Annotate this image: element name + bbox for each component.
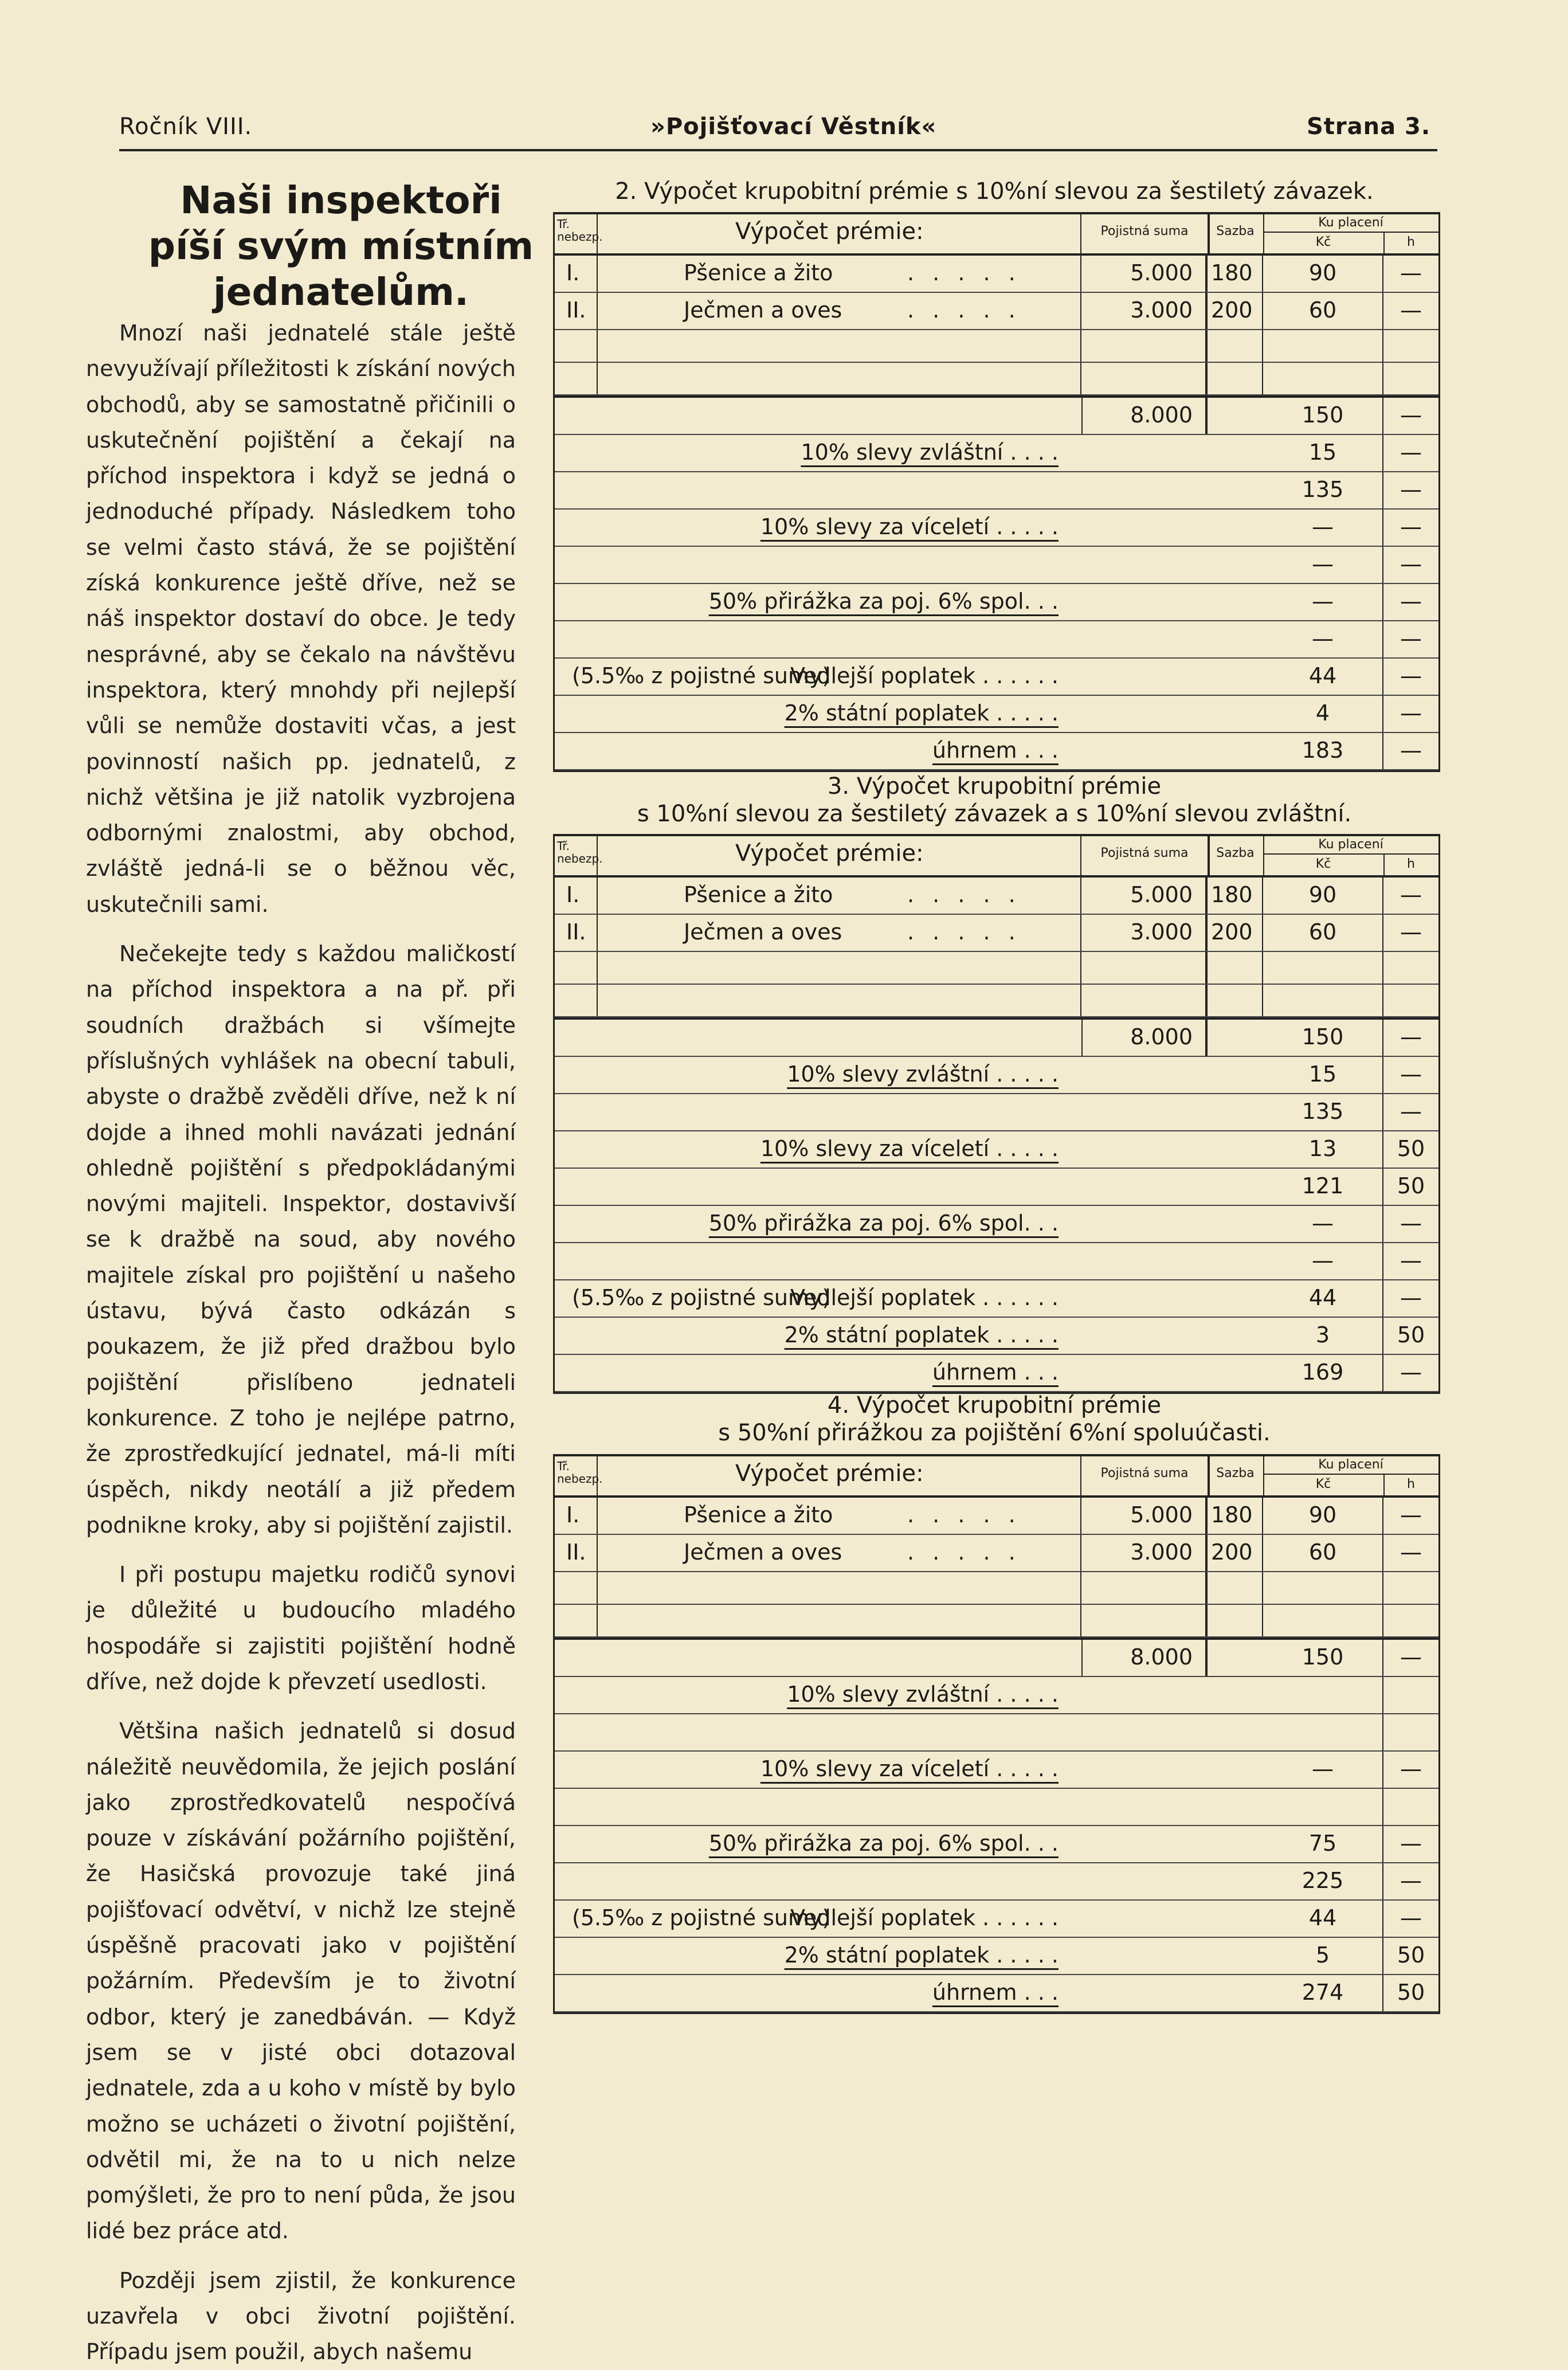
calc-text <box>555 621 1081 657</box>
calc-note: (5.5‰ z pojistné sumy) <box>572 1285 831 1310</box>
calc-row <box>555 584 1438 621</box>
col-class-header: Tř. nebezp. <box>555 1456 598 1495</box>
calc-text <box>555 1355 1081 1391</box>
risk-class: I. <box>555 256 598 292</box>
calc-row <box>555 395 1438 435</box>
amount-crowns: — <box>1263 510 1383 546</box>
empty-cell <box>598 985 1081 1016</box>
table-title-line: 4. Výpočet krupobitní prémie <box>827 1392 1162 1419</box>
calc-label: 50% přirážka za poj. 6% spol. . . <box>708 1211 1059 1236</box>
calc-row <box>555 1975 1438 2012</box>
leader-dots: . . . . . <box>907 919 1021 945</box>
empty-cell <box>1081 1605 1208 1636</box>
empty-cell <box>1263 1605 1383 1636</box>
calc-text <box>555 1789 1081 1825</box>
premium-table <box>553 834 1440 1394</box>
amount-hellers <box>1383 1789 1438 1825</box>
amount-hellers: — <box>1400 882 1422 907</box>
amount-hellers: — <box>1400 1868 1422 1893</box>
amount-hellers: — <box>1400 477 1422 502</box>
amount-crowns: 15 <box>1263 435 1383 471</box>
amount-hellers: — <box>1400 402 1422 428</box>
empty-cell <box>598 330 1081 362</box>
calc-text <box>555 1020 1081 1056</box>
amount-crowns: 15 <box>1263 1057 1383 1093</box>
col-rate-header: Sazba <box>1208 1456 1264 1495</box>
amount-crowns: 60 <box>1263 293 1383 329</box>
calc-label: Vedlejší poplatek . . . . . . <box>790 663 1059 688</box>
table-header <box>555 214 1438 256</box>
calc-label: 10% slevy zvláštní . . . . . <box>787 1061 1059 1087</box>
calc-row <box>555 1017 1438 1057</box>
amount-hellers: 50 <box>1397 1980 1425 2005</box>
calc-text <box>555 398 1081 434</box>
table-title-line: 2. Výpočet krupobitní prémie s 10%ní slevou za šestiletý závazek. <box>615 178 1374 205</box>
calc-label: 2% státní poplatek . . . . . <box>784 1322 1059 1347</box>
rate: 180 <box>1208 256 1263 292</box>
empty-cell <box>1208 952 1263 984</box>
calc-text <box>555 1714 1081 1750</box>
crop-name: Ječmen a oves <box>684 297 842 323</box>
calc-text <box>555 1057 1081 1093</box>
amount-crowns: 75 <box>1263 1826 1383 1862</box>
calc-label: 2% státní poplatek . . . . . <box>784 1942 1059 1968</box>
col-calc-header: Výpočet prémie: <box>598 214 1081 253</box>
calc-row <box>555 472 1438 510</box>
calc-text <box>555 1752 1081 1788</box>
empty-cell <box>1383 330 1438 362</box>
empty-cell <box>598 952 1081 984</box>
rate: 200 <box>1208 293 1263 329</box>
calc-text <box>555 1318 1081 1354</box>
amount-hellers: — <box>1400 700 1422 726</box>
calc-row <box>555 733 1438 770</box>
amount-crowns: 4 <box>1263 696 1383 732</box>
empty-cell <box>598 1572 1081 1604</box>
calc-text <box>555 1243 1081 1279</box>
col-rate-header: Sazba <box>1208 214 1264 253</box>
amount-crowns <box>1263 1714 1383 1750</box>
calc-text <box>555 1901 1081 1937</box>
calc-row <box>555 1318 1438 1355</box>
calc-row <box>555 1057 1438 1094</box>
amount-hellers: — <box>1400 1360 1422 1385</box>
calc-row <box>555 1131 1438 1169</box>
calc-text <box>555 1863 1081 1899</box>
amount-crowns: 90 <box>1263 878 1383 914</box>
table-title <box>539 1392 1450 1447</box>
amount-hellers: — <box>1400 1502 1422 1527</box>
crop-row <box>555 915 1438 952</box>
calc-row <box>555 1863 1438 1901</box>
empty-cell <box>555 1572 598 1604</box>
empty-cell <box>1081 985 1208 1016</box>
amount-hellers: — <box>1400 1644 1422 1670</box>
article-paragraph: I při postupu majetku rodičů synovi je důležité u budoucího mladého hospodáře si zajistiti pojištění hodně dříve, než dojde k převzetí usedlosti. <box>86 1562 516 1694</box>
calc-note: (5.5‰ z pojistné sumy) <box>572 1905 831 1930</box>
amount-crowns: — <box>1263 1243 1383 1279</box>
calc-row <box>555 1280 1438 1318</box>
amount-crowns: 150 <box>1263 398 1383 434</box>
blank-row <box>555 985 1438 1017</box>
rate: 200 <box>1208 915 1263 951</box>
calc-row <box>555 1638 1438 1677</box>
table-title-line: s 10%ní slevou za šestiletý závazek a s 10%ní slevou zvláštní. <box>637 801 1352 827</box>
empty-cell <box>555 952 598 984</box>
calc-label: Vedlejší poplatek . . . . . . <box>790 1285 1059 1310</box>
calc-label: 10% slevy za víceletí . . . . . <box>760 514 1059 539</box>
calc-row <box>555 1752 1438 1789</box>
calc-row <box>555 1714 1438 1752</box>
blank-row <box>555 363 1438 395</box>
insured-sum: 3.000 <box>1081 293 1208 329</box>
risk-class: I. <box>555 878 598 914</box>
amount-hellers: — <box>1400 589 1422 614</box>
blank-row <box>555 1605 1438 1638</box>
crop-cell <box>598 256 1081 292</box>
calc-note: (5.5‰ z pojistné sumy) <box>572 663 831 688</box>
calc-row <box>555 659 1438 696</box>
amount-hellers: — <box>1400 919 1422 945</box>
amount-crowns: 150 <box>1263 1020 1383 1056</box>
amount-hellers: — <box>1400 1061 1422 1087</box>
crop-cell <box>598 293 1081 329</box>
amount-crowns: 121 <box>1263 1169 1383 1205</box>
calc-row <box>555 1826 1438 1863</box>
risk-class: I. <box>555 1498 598 1534</box>
amount-hellers: 50 <box>1397 1942 1425 1968</box>
amount-hellers: — <box>1400 1211 1422 1236</box>
calc-label: úhrnem . . . <box>932 738 1059 763</box>
calc-label: 50% přirážka za poj. 6% spol. . . <box>708 589 1059 614</box>
premium-table <box>553 1454 1440 2014</box>
calc-text <box>555 584 1081 620</box>
amount-crowns: — <box>1263 547 1383 583</box>
calc-text <box>555 510 1081 546</box>
empty-cell <box>1383 952 1438 984</box>
empty-cell <box>1383 363 1438 394</box>
amount-hellers: — <box>1400 1024 1422 1049</box>
calc-label: Vedlejší poplatek . . . . . . <box>790 1905 1059 1930</box>
calc-text <box>555 472 1081 508</box>
crop-row <box>555 1535 1438 1572</box>
empty-cell <box>1081 1572 1208 1604</box>
calc-text <box>555 1677 1081 1713</box>
amount-hellers: — <box>1400 663 1422 688</box>
article-paragraph: Většina našich jednatelů si dosud náležitě neuvědomila, že jejich poslání jako zprostředkovatelů nespočívá pouze v získávání požárního pojištění, že Hasičská provozuje také jiná pojišťovací odvětví, v nichž lze stejně úspěšně pracovati jako v pojištění požárním. Především je to životní odbor, který je zanedbáván. — Když jsem se v jisté obci dotazoval jednatele, zda a u koho v místě by bylo možno se ucházeti o životní pojištění, odvětil mi, že na to u nich nelze pomýšleti, že pro to není půda, že jsou lidé bez práce atd. <box>86 1718 516 2244</box>
calc-label: úhrnem . . . <box>932 1360 1059 1385</box>
table-title <box>539 773 1450 828</box>
calc-text <box>555 1131 1081 1168</box>
payable-label: Ku placení <box>1263 836 1438 855</box>
empty-cell <box>1263 985 1383 1016</box>
crop-cell <box>598 1535 1081 1571</box>
calc-row <box>555 1169 1438 1206</box>
risk-class: II. <box>555 293 598 329</box>
payable-label: Ku placení <box>1263 214 1438 233</box>
publication-title: »Pojišťovací Věstník« <box>650 113 937 140</box>
calc-row <box>555 1938 1438 1975</box>
article-paragraph: Později jsem zjistil, že konkurence uzavřela v obci životní pojištění. Případu jsem použil, abych našemu <box>86 2267 516 2365</box>
calc-text <box>555 1280 1081 1317</box>
amount-crowns: 60 <box>1263 1535 1383 1571</box>
total-sum: 8.000 <box>1081 398 1208 434</box>
header-rule <box>119 149 1437 151</box>
crop-row <box>555 256 1438 293</box>
table-title-line: 3. Výpočet krupobitní prémie <box>827 773 1162 800</box>
crop-cell <box>598 915 1081 951</box>
crowns-label: Kč <box>1263 233 1385 253</box>
empty-cell <box>1263 330 1383 362</box>
amount-crowns: 135 <box>1263 472 1383 508</box>
calc-row <box>555 1206 1438 1243</box>
crop-name: Pšenice a žito <box>684 1502 833 1527</box>
calc-row <box>555 1789 1438 1826</box>
calc-text <box>555 435 1081 471</box>
amount-hellers: — <box>1400 1285 1422 1310</box>
empty-cell <box>1263 952 1383 984</box>
calc-label: úhrnem . . . <box>932 1980 1059 2005</box>
calc-text <box>555 1206 1081 1242</box>
amount-crowns: 60 <box>1263 915 1383 951</box>
amount-crowns: 5 <box>1263 1938 1383 1974</box>
col-sum-header: Pojistná suma <box>1081 1456 1210 1495</box>
crowns-label: Kč <box>1263 855 1385 875</box>
amount-crowns: 135 <box>1263 1094 1383 1130</box>
article-paragraph: Nečekejte tedy s každou maličkostí na příchod inspektora a na př. při soudních dražbách si všímejte příslušných vyhlášek na obecní tabuli, abyste o dražbě zvěděli dříve, než k ní dojde a ihned mohli navázati jednání ohledně pojištění s předpokládanými novými majiteli. Inspektor, dostavivší se k dražbě na soud, aby nového majitele získal pro pojištění u našeho ústavu, bývá často odkázán s poukazem, že již před dražbou bylo pojištění přislíbeno jednateli konkurence. Z toho je nejlépe patrno, že zprostředkující jednatel, má-li míti úspěch, nikdy neotálí a již předem podnikne kroky, aby si pojištění zajistil. <box>86 941 516 1538</box>
amount-hellers: — <box>1400 1831 1422 1856</box>
amount-hellers: — <box>1400 260 1422 285</box>
blank-row <box>555 330 1438 363</box>
amount-hellers: — <box>1400 297 1422 323</box>
empty-cell <box>1383 1605 1438 1636</box>
amount-crowns: — <box>1263 1752 1383 1788</box>
leader-dots: . . . . . <box>907 1502 1021 1527</box>
col-calc-header: Výpočet prémie: <box>598 1456 1081 1495</box>
calc-label: 10% slevy zvláštní . . . . . <box>787 1682 1059 1707</box>
amount-hellers: 50 <box>1397 1136 1425 1161</box>
amount-hellers: — <box>1400 1539 1422 1565</box>
amount-hellers <box>1383 1714 1438 1750</box>
calc-label: 50% přirážka za poj. 6% spol. . . <box>708 1831 1059 1856</box>
empty-cell <box>1208 1605 1263 1636</box>
crop-row <box>555 293 1438 330</box>
crop-name: Pšenice a žito <box>684 260 833 285</box>
col-calc-header: Výpočet prémie: <box>598 836 1081 875</box>
calc-text <box>555 1938 1081 1974</box>
col-payable-header <box>1263 214 1438 253</box>
table-header <box>555 836 1438 878</box>
article-title-line: jednatelům. <box>213 270 469 314</box>
crop-name: Pšenice a žito <box>684 882 833 907</box>
crop-name: Ječmen a oves <box>684 1539 842 1565</box>
rate: 180 <box>1208 1498 1263 1534</box>
insured-sum: 5.000 <box>1081 1498 1208 1534</box>
crop-row <box>555 1498 1438 1535</box>
calc-row <box>555 1094 1438 1131</box>
amount-crowns: 3 <box>1263 1318 1383 1354</box>
empty-cell <box>555 985 598 1016</box>
amount-crowns: 183 <box>1263 733 1383 769</box>
amount-hellers: 50 <box>1397 1322 1425 1347</box>
calc-row <box>555 696 1438 733</box>
calc-row <box>555 621 1438 659</box>
col-sum-header: Pojistná suma <box>1081 836 1210 875</box>
amount-crowns: — <box>1263 1206 1383 1242</box>
amount-hellers: — <box>1400 514 1422 539</box>
amount-crowns: 225 <box>1263 1863 1383 1899</box>
calc-label: 10% slevy zvláštní . . . . <box>801 440 1059 465</box>
crop-cell <box>598 878 1081 914</box>
calc-text <box>555 1169 1081 1205</box>
col-payable-header <box>1263 1456 1438 1495</box>
crop-row <box>555 878 1438 915</box>
col-class-header: Tř. nebezp. <box>555 836 598 875</box>
leader-dots: . . . . . <box>907 882 1021 907</box>
empty-cell <box>1263 1572 1383 1604</box>
amount-crowns <box>1263 1789 1383 1825</box>
col-class-header: Tř. nebezp. <box>555 214 598 253</box>
amount-crowns: 90 <box>1263 256 1383 292</box>
crop-cell <box>598 1498 1081 1534</box>
article-body <box>86 315 516 2370</box>
volume-label: Ročník VIII. <box>119 113 253 140</box>
empty-cell <box>1208 1572 1263 1604</box>
empty-cell <box>598 1605 1081 1636</box>
calc-row <box>555 1677 1438 1714</box>
empty-cell <box>1208 985 1263 1016</box>
calc-label: 10% slevy za víceletí . . . . . <box>760 1756 1059 1781</box>
empty-cell <box>555 330 598 362</box>
col-payable-header <box>1263 836 1438 875</box>
blank-row <box>555 952 1438 985</box>
calc-row <box>555 547 1438 584</box>
hellers-label: h <box>1407 1477 1415 1491</box>
empty-cell <box>598 363 1081 394</box>
insured-sum: 5.000 <box>1081 256 1208 292</box>
calc-label: 2% státní poplatek . . . . . <box>784 700 1059 726</box>
hellers-label: h <box>1407 235 1415 249</box>
table-header <box>555 1456 1438 1498</box>
empty-cell <box>1208 330 1263 362</box>
article-title <box>138 178 544 315</box>
amount-hellers: — <box>1400 1248 1422 1273</box>
amount-crowns: 44 <box>1263 1280 1383 1317</box>
amount-crowns: 44 <box>1263 1901 1383 1937</box>
table-title-line: s 50%ní přirážkou za pojištění 6%ní spoluúčasti. <box>718 1420 1271 1446</box>
leader-dots: . . . . . <box>907 1539 1021 1565</box>
amount-crowns: 150 <box>1263 1640 1383 1676</box>
rate: 200 <box>1208 1535 1263 1571</box>
hellers-label: h <box>1407 857 1415 871</box>
amount-crowns: 13 <box>1263 1131 1383 1168</box>
leader-dots: . . . . . <box>907 297 1021 323</box>
amount-hellers: — <box>1400 1756 1422 1781</box>
amount-crowns: 90 <box>1263 1498 1383 1534</box>
col-sum-header: Pojistná suma <box>1081 214 1210 253</box>
premium-table <box>553 212 1440 772</box>
crowns-label: Kč <box>1263 1475 1385 1495</box>
empty-cell <box>1263 363 1383 394</box>
amount-hellers <box>1383 1677 1438 1713</box>
calc-label: 10% slevy za víceletí . . . . . <box>760 1136 1059 1161</box>
empty-cell <box>1383 1572 1438 1604</box>
amount-hellers: 50 <box>1397 1173 1425 1198</box>
amount-hellers: — <box>1400 1905 1422 1930</box>
calc-row <box>555 435 1438 472</box>
empty-cell <box>555 1605 598 1636</box>
calc-text <box>555 1094 1081 1130</box>
amount-crowns: — <box>1263 621 1383 657</box>
calc-row <box>555 1901 1438 1938</box>
amount-hellers: — <box>1400 440 1422 465</box>
empty-cell <box>1081 330 1208 362</box>
calc-text <box>555 547 1081 583</box>
amount-hellers: — <box>1400 551 1422 577</box>
total-sum: 8.000 <box>1081 1020 1208 1056</box>
blank-row <box>555 1572 1438 1605</box>
amount-hellers: — <box>1400 626 1422 651</box>
risk-class: II. <box>555 1535 598 1571</box>
total-sum: 8.000 <box>1081 1640 1208 1676</box>
amount-crowns: 169 <box>1263 1355 1383 1391</box>
article-title-line: píší svým místním <box>148 224 534 268</box>
article-title-line: Naši inspektoři <box>180 178 502 222</box>
table-title <box>539 178 1450 205</box>
insured-sum: 3.000 <box>1081 915 1208 951</box>
amount-crowns: — <box>1263 584 1383 620</box>
calc-row <box>555 1355 1438 1392</box>
calc-text <box>555 659 1081 695</box>
col-rate-header: Sazba <box>1208 836 1264 875</box>
rate: 180 <box>1208 878 1263 914</box>
amount-hellers: — <box>1400 738 1422 763</box>
page-number: Strana 3. <box>1307 113 1431 140</box>
amount-crowns <box>1263 1677 1383 1713</box>
insured-sum: 3.000 <box>1081 1535 1208 1571</box>
payable-label: Ku placení <box>1263 1456 1438 1475</box>
calc-text <box>555 1640 1081 1676</box>
calc-text <box>555 1826 1081 1862</box>
risk-class: II. <box>555 915 598 951</box>
calc-text <box>555 733 1081 769</box>
crop-name: Ječmen a oves <box>684 919 842 945</box>
calc-text <box>555 696 1081 732</box>
amount-crowns: 274 <box>1263 1975 1383 2011</box>
amount-hellers: — <box>1400 1099 1422 1124</box>
calc-row <box>555 1243 1438 1280</box>
calc-text <box>555 1975 1081 2011</box>
insured-sum: 5.000 <box>1081 878 1208 914</box>
empty-cell <box>1081 363 1208 394</box>
empty-cell <box>1383 985 1438 1016</box>
article-paragraph: Mnozí naši jednatelé stále ještě nevyužívají příležitosti k získání nových obchodů, aby se samostatně přičinili o uskutečnění pojištění a čekají na příchod inspektora i když se jedná o jednoduché případy. Následkem toho se velmi často stává, že se pojištění získá konkurence ještě dříve, než se náš inspektor dostaví do obce. Je tedy nesprávné, aby se čekalo na návštěvu inspektora, který mnohdy při nejlepší vůli se nemůže dostaviti včas, a jest povinností našich pp. jednatelů, z nichž většina je již natolik vyzbrojena odbornými znalostmi, aby obchod, zvláště jedná-li se o běžnou věc, uskutečnili sami. <box>86 320 516 917</box>
amount-crowns: 44 <box>1263 659 1383 695</box>
empty-cell <box>1081 952 1208 984</box>
empty-cell <box>1208 363 1263 394</box>
calc-row <box>555 510 1438 547</box>
leader-dots: . . . . . <box>907 260 1021 285</box>
empty-cell <box>555 363 598 394</box>
